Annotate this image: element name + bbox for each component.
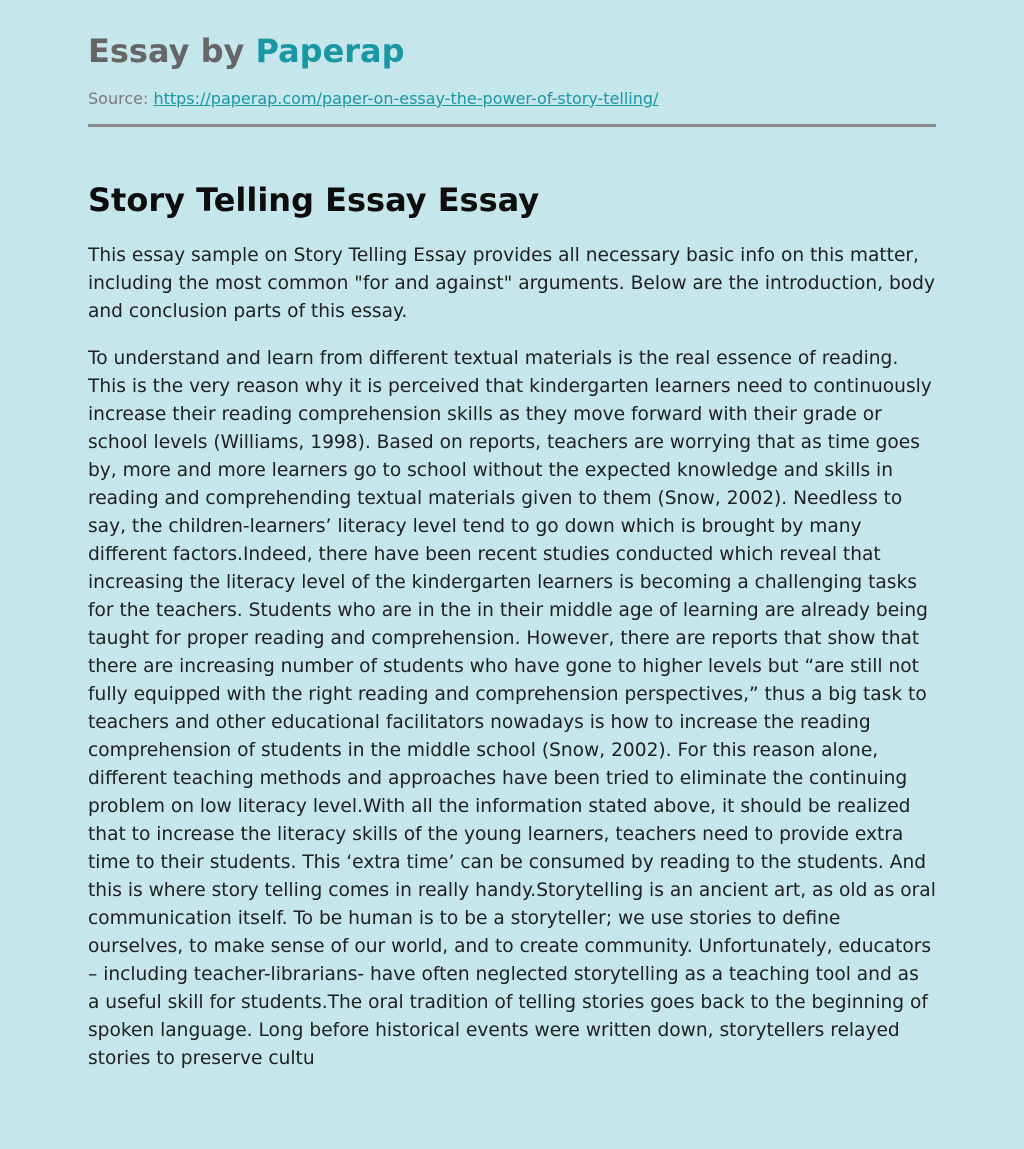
source-link[interactable]: https://paperap.com/paper-on-essay-the-power-of-story-telling/ xyxy=(153,89,659,108)
intro-paragraph: This essay sample on Story Telling Essay provides all necessary basic info on this matter, including the most common "for and against" arguments. Below are the introduction, body and conclusion parts of this essay. xyxy=(88,245,935,322)
header-divider xyxy=(88,124,936,127)
source-label: Source: xyxy=(88,89,149,108)
site-brand[interactable] xyxy=(88,0,936,71)
source-line xyxy=(88,88,936,110)
essay-page xyxy=(88,0,936,1073)
essay-title: Story Telling Essay Essay xyxy=(88,181,540,219)
brand-name: Paperap xyxy=(255,32,405,70)
body-paragraph: To understand and learn from different textual materials is the real essence of reading. This is the very reason why it is perceived that kindergarten learners need to continuously increase their reading comprehension skills as they move forward with their grade or school levels (Williams, 1998). Based on reports, teachers are worrying that as time goes by, more and more learners go to school without the expected knowledge and skills in reading and comprehending textual materials given to them (Snow, 2002). Needless to say, the children-learners’ literacy level tend to go down which is brought by many different factors.Indeed, there have been recent studies conducted which reveal that increasing the literacy level of the kindergarten learners is becoming a challenging tasks for the teachers. Students who are in the in their middle age of learning are already being taught for proper reading and comprehension. However, there are reports that show that there are increasing number of students who have gone to higher levels but “are still not fully equipped with the right reading and comprehension perspectives,” thus a big task to teachers and other educational facilitators nowadays is how to increase the reading comprehension of students in the middle school (Snow, 2002). For this reason alone, different teaching methods and approaches have been tried to eliminate the continuing problem on low literacy level.With all the information stated above, it should be realized that to increase the literacy skills of the young learners, teachers need to provide extra time to their students. This ‘extra time’ can be consumed by reading to the students. And this is where story telling comes in really handy.Storytelling is an ancient art, as old as oral communication itself. To be human is to be a storyteller; we use stories to define ourselves, to make sense of our world, and to create community. Unfortunately, educators – including teacher-librarians- have often neglected storytelling as a teaching tool and as a useful skill for students.The oral tradition of telling stories goes back to the beginning of spoken language. Long before historical events were written down, storytellers relayed stories to preserve cultu xyxy=(88,348,936,1069)
brand-prefix: Essay by xyxy=(88,32,256,70)
